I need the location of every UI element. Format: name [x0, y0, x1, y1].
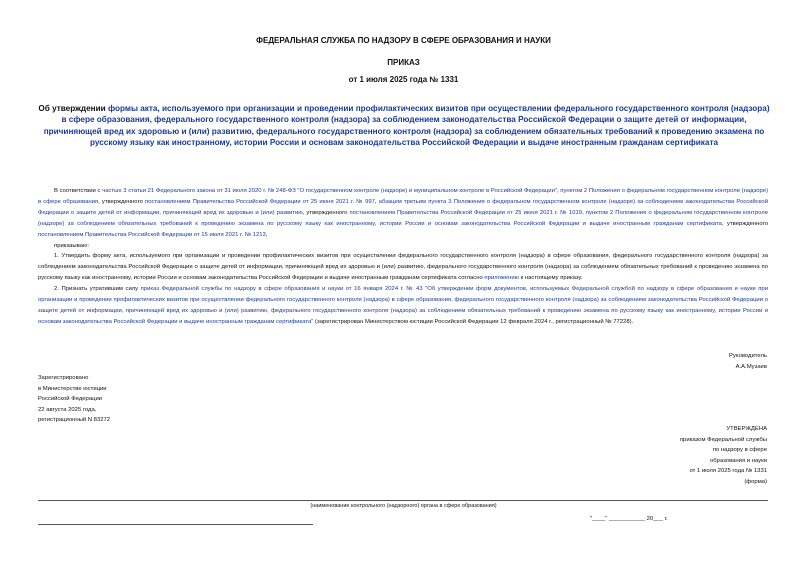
registration-line-1: Зарегистрировано	[38, 375, 89, 381]
date-blank: "____" ___________ 20___ г.	[590, 516, 668, 522]
signature-block	[729, 351, 767, 372]
preamble-text-1: В соответствии с	[54, 188, 103, 194]
resolution-1019-link[interactable]: постановлением Правительства Российской Федерации от 25 июня 2021 г. № 1019	[349, 209, 583, 216]
child-protection-provision-link[interactable]: абзацем третьим пункта 3 Положения о федеральном государственном контроле (надзоре) за соблюдением законодательства Российской Федерации о защите детей от информации, причиняющей вред их здоровью и (или) развитию	[38, 198, 768, 216]
resolution-997-link[interactable]: постановлением Правительства Российской Федерации от 25 июня 2021 г. № 997	[145, 198, 375, 205]
document-body	[38, 186, 768, 328]
signer-name: А.А.Музаев	[735, 363, 767, 370]
doc-type-heading: ПРИКАЗ	[387, 58, 420, 67]
doc-date-number: от 1 июля 2025 года № 1331	[348, 75, 459, 84]
order-word: приказываю:	[54, 242, 90, 249]
item-2-text: 2. Признать утратившим силу	[54, 286, 141, 293]
preamble-text-2: ,	[556, 188, 561, 194]
approval-line-6: (форма)	[744, 478, 767, 485]
registration-line-5: регистрационный N 83272	[38, 417, 111, 424]
item-1-text: 1. Утвердить форму акта, используемого при организации и проведении профилактических визитов при осуществлении федерального государственного контроля (надзора) в сфере образования, федерального государственного контроля (надзора) за соблюдением законодательства Российской Федерации о защите детей от информации, причиняющей вред их здоровью и (или) развитию, федерального государственного контроля (надзора) за соблюдением обязательных требований к проведению экзамена по русскому языку как иностранному, истории России и основам законодательства Российской Федерации и выдаче иностранным гражданам сертификата согласно	[38, 253, 768, 282]
registration-line-2: в Министерстве юстиции	[38, 385, 107, 392]
preamble-text-5: , утвержденного	[302, 209, 350, 216]
signer-role: Руководитель	[729, 353, 767, 359]
authority-name-caption: (наименование контрольного (надзорного) органа в сфере образования)	[310, 503, 497, 509]
exam-provision-link[interactable]: пунктом 2 Положения о федеральном государственном контроле (надзоре) за соблюдением обязательных требований к проведению экзамена по русскому языку как иностранному, истории России и основам законодательства Российской Федерации и выдаче иностранным гражданам сертификата	[38, 209, 768, 227]
approval-line-4: образования и науки	[710, 457, 767, 464]
approval-line-1: УТВЕРЖДЕНА	[726, 426, 767, 432]
document-title	[38, 103, 770, 149]
item-1-paragraph	[38, 251, 768, 284]
title-prefix: Об утверждении	[38, 104, 108, 113]
preamble-text-3: , утвержденного	[98, 198, 146, 205]
education-control-provision-link[interactable]: пунктом 2 Положения о федеральном государственном контроле (надзоре) в сфере образования	[38, 188, 769, 205]
approval-line-3: по надзору в сфере	[712, 447, 767, 453]
preamble-paragraph	[38, 186, 768, 241]
authority-name-line	[38, 500, 768, 501]
agency-heading: ФЕДЕРАЛЬНАЯ СЛУЖБА ПО НАДЗОРУ В СФЕРЕ ОБРАЗОВАНИЯ И НАУКИ	[256, 36, 551, 45]
preamble-text-6: ,	[582, 209, 586, 216]
place-line	[38, 524, 313, 525]
resolution-1213-link[interactable]: постановлением Правительства Российской Федерации от 15 июля 2021 г. № 1213	[38, 231, 266, 238]
appendix-link[interactable]: приложению	[484, 275, 520, 282]
approval-line-2: приказом Федеральной службы	[679, 436, 767, 443]
registration-line-3: Российской Федерации	[38, 396, 103, 403]
law-248-link[interactable]: частью 3 статьи 21 Федерального закона от 31 июля 2020 г. № 248-ФЗ "О государственном контроле (надзоре) и муниципальном контроле в Российской Федерации"	[102, 188, 557, 194]
preamble-text-7: , утвержденного	[721, 220, 768, 227]
preamble-text-8: ,	[265, 231, 268, 238]
item-2-tail: (зарегистрирован Министерством юстиции Российской Федерации 12 февраля 2024 г., регистрационный № 77228).	[313, 318, 634, 325]
preamble-text-4: ,	[374, 198, 379, 205]
title-form-link[interactable]: формы акта, используемого при организации и проведении профилактических визитов при осуществлении федерального государственного контроля (надзора) в сфере образования, федерального государственного контроля (надзора) за соблюдением законодательства Российской Федерации о защите детей от информации, причиняющей вред их здоровью и (или) развитию, федерального государственного контроля (надзора) за соблюдением обязательных требований к проведению экзамена по русскому языку как иностранному, истории России и основам законодательства Российской Федерации и выдаче иностранным гражданам сертификата	[43, 104, 770, 148]
item-1-tail: к настоящему приказу.	[519, 275, 583, 282]
item-2-paragraph	[38, 284, 768, 328]
registration-block	[38, 373, 110, 426]
approval-line-5: от 1 июля 2025 года № 1331	[689, 468, 767, 474]
approval-block	[680, 424, 767, 487]
order-43-link[interactable]: приказ Федеральной службы по надзору в сфере образования и науки от 16 января 2024 г. № 43 "Об утверждении форм документов, используемых Федеральной службой по надзору в сфере образования и науки при организации и проведении профилактических визитов при осуществлении федерального государственного контроля (надзора) в сфере образования, федерального государственного контроля (надзора) за соблюдением законодательства Российской Федерации о защите детей от информации, причиняющей вред их здоровью и (или) развитию, федерального государственного контроля (надзора) за соблюдением обязательных требований к проведению экзамена по русскому языку как иностранному, истории России и основам законодательства Российской Федерации и выдаче иностранным гражданам сертификата"	[38, 286, 768, 325]
registration-line-4: 22 августа 2025 года,	[38, 406, 97, 413]
